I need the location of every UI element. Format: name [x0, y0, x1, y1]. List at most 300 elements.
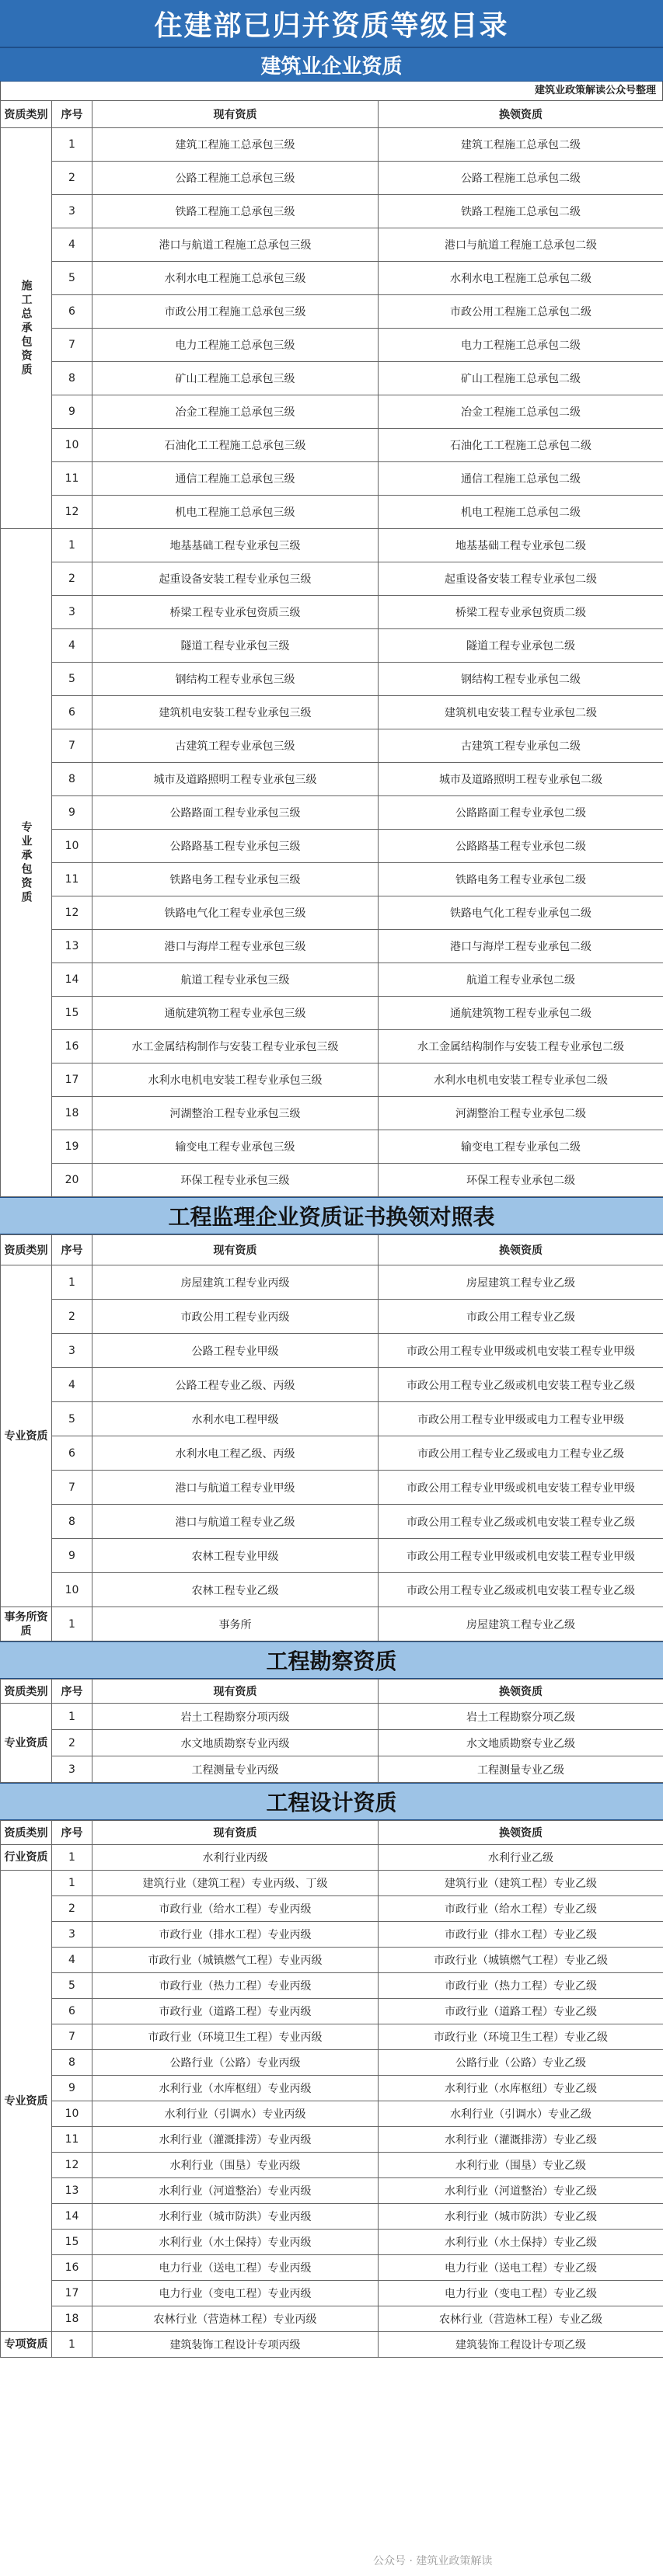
replacement-cell: 公路路基工程专业承包二级: [379, 830, 663, 863]
seq-cell: 12: [52, 896, 92, 930]
table-row: [1, 195, 663, 228]
replacement-cell: 起重设备安装工程专业承包二级: [379, 562, 663, 596]
replacement-cell: 建筑工程施工总承包二级: [379, 128, 663, 162]
table-row: [1, 162, 663, 195]
seq-cell: 15: [52, 997, 92, 1030]
header-current: 现有资质: [92, 1821, 379, 1845]
replacement-cell: 电力行业（送电工程）专业乙级: [379, 2255, 663, 2281]
table-row: [1, 696, 663, 729]
seq-cell: 16: [52, 2255, 92, 2281]
table-row: [1, 1097, 663, 1130]
table-row: [1, 1130, 663, 1164]
replacement-cell: 石油化工工程施工总承包二级: [379, 429, 663, 462]
seq-cell: 2: [52, 162, 92, 195]
table-row: [1, 1471, 663, 1505]
table-row: [1, 2255, 663, 2281]
header-seq: 序号: [52, 101, 92, 128]
table-row: [1, 329, 663, 362]
seq-cell: 12: [52, 496, 92, 529]
replacement-cell: 机电工程施工总承包二级: [379, 496, 663, 529]
header-category: 资质类别: [1, 1821, 52, 1845]
table-row: [1, 295, 663, 329]
current-cell: 市政行业（城镇燃气工程）专业丙级: [92, 1948, 379, 1973]
replacement-cell: 水利行业（水土保持）专业乙级: [379, 2230, 663, 2255]
table-row: [1, 896, 663, 930]
current-cell: 港口与航道工程专业乙级: [92, 1505, 379, 1539]
qualification-table: [0, 1679, 663, 1783]
table-row: [1, 462, 663, 496]
current-cell: 电力行业（变电工程）专业丙级: [92, 2281, 379, 2306]
replacement-cell: 水工金属结构制作与安装工程专业承包二级: [379, 1030, 663, 1063]
replacement-cell: 水利行业（灌溉排涝）专业乙级: [379, 2127, 663, 2153]
table-row: [1, 262, 663, 295]
qualification-table: [0, 100, 663, 1197]
table-row: [1, 2153, 663, 2178]
category-cell: 专业资质: [1, 1265, 52, 1607]
replacement-cell: 水利行业（水库枢纽）专业乙级: [379, 2076, 663, 2101]
table-row: [1, 629, 663, 663]
replacement-cell: 市政行业（给水工程）专业乙级: [379, 1896, 663, 1922]
header-seq: 序号: [52, 1235, 92, 1265]
replacement-cell: 市政公用工程专业甲级或机电安装工程专业甲级: [379, 1334, 663, 1368]
table-row: [1, 395, 663, 429]
table-row: [1, 796, 663, 830]
table-row: [1, 529, 663, 562]
table-header-row: [1, 1821, 663, 1845]
table-row: [1, 228, 663, 262]
table-row: [1, 2306, 663, 2332]
current-cell: 市政行业（环境卫生工程）专业丙级: [92, 2024, 379, 2050]
current-cell: 房屋建筑工程专业丙级: [92, 1265, 379, 1300]
watermark: 公众号 · 建筑业政策解读: [373, 2555, 493, 2567]
replacement-cell: 水文地质勘察专业乙级: [379, 1730, 663, 1756]
category-cell: 事务所资质: [1, 1607, 52, 1641]
header-seq: 序号: [52, 1821, 92, 1845]
replacement-cell: 市政行业（热力工程）专业乙级: [379, 1973, 663, 1999]
replacement-cell: 航道工程专业承包二级: [379, 963, 663, 997]
table-row: [1, 1368, 663, 1402]
category-cell: 专业资质: [1, 1871, 52, 2332]
replacement-cell: 公路行业（公路）专业乙级: [379, 2050, 663, 2076]
replacement-cell: 环保工程专业承包二级: [379, 1164, 663, 1197]
replacement-cell: 铁路电气化工程专业承包二级: [379, 896, 663, 930]
replacement-cell: 电力工程施工总承包二级: [379, 329, 663, 362]
current-cell: 地基基础工程专业承包三级: [92, 529, 379, 562]
section-title: 工程勘察资质: [0, 1641, 663, 1679]
replacement-cell: 房屋建筑工程专业乙级: [379, 1265, 663, 1300]
seq-cell: 6: [52, 1999, 92, 2024]
replacement-cell: 水利水电机电安装工程专业承包二级: [379, 1063, 663, 1097]
replacement-cell: 市政行业（道路工程）专业乙级: [379, 1999, 663, 2024]
table-row: [1, 2281, 663, 2306]
current-cell: 水利行业（灌溉排涝）专业丙级: [92, 2127, 379, 2153]
category-cell: 专业资质: [1, 1704, 52, 1783]
qualification-table: [0, 1234, 663, 1641]
replacement-cell: 市政公用工程专业甲级或机电安装工程专业甲级: [379, 1539, 663, 1573]
seq-cell: 20: [52, 1164, 92, 1197]
current-cell: 港口与航道工程施工总承包三级: [92, 228, 379, 262]
table-row: [1, 930, 663, 963]
current-cell: 水工金属结构制作与安装工程专业承包三级: [92, 1030, 379, 1063]
replacement-cell: 冶金工程施工总承包二级: [379, 395, 663, 429]
replacement-cell: 市政公用工程施工总承包二级: [379, 295, 663, 329]
current-cell: 水利水电工程施工总承包三级: [92, 262, 379, 295]
replacement-cell: 桥梁工程专业承包资质二级: [379, 596, 663, 629]
replacement-cell: 市政行业（城镇燃气工程）专业乙级: [379, 1948, 663, 1973]
header-replacement: 换领资质: [379, 1680, 663, 1704]
seq-cell: 5: [52, 1973, 92, 1999]
table-row: [1, 1896, 663, 1922]
seq-cell: 8: [52, 362, 92, 395]
seq-cell: 4: [52, 228, 92, 262]
table-row: [1, 1607, 663, 1641]
table-row: [1, 2204, 663, 2230]
table-row: [1, 2050, 663, 2076]
seq-cell: 4: [52, 629, 92, 663]
current-cell: 市政公用工程施工总承包三级: [92, 295, 379, 329]
replacement-cell: 建筑装饰工程设计专项乙级: [379, 2332, 663, 2358]
seq-cell: 8: [52, 2050, 92, 2076]
current-cell: 市政行业（给水工程）专业丙级: [92, 1896, 379, 1922]
current-cell: 公路路面工程专业承包三级: [92, 796, 379, 830]
replacement-cell: 水利行业（城市防洪）专业乙级: [379, 2204, 663, 2230]
current-cell: 机电工程施工总承包三级: [92, 496, 379, 529]
replacement-cell: 市政行业（排水工程）专业乙级: [379, 1922, 663, 1948]
current-cell: 铁路电务工程专业承包三级: [92, 863, 379, 896]
seq-cell: 8: [52, 763, 92, 796]
header-seq: 序号: [52, 1680, 92, 1704]
current-cell: 市政行业（排水工程）专业丙级: [92, 1922, 379, 1948]
replacement-cell: 市政公用工程专业甲级或机电安装工程专业甲级: [379, 1471, 663, 1505]
replacement-cell: 水利水电工程施工总承包二级: [379, 262, 663, 295]
current-cell: 农林行业（营造林工程）专业丙级: [92, 2306, 379, 2332]
seq-cell: 5: [52, 262, 92, 295]
current-cell: 河湖整治工程专业承包三级: [92, 1097, 379, 1130]
seq-cell: 1: [52, 1607, 92, 1641]
section-title: 工程监理企业资质证书换领对照表: [0, 1197, 663, 1234]
category-cell: 施工总承包资质: [1, 128, 52, 529]
table-row: [1, 2101, 663, 2127]
table-row: [1, 596, 663, 629]
current-cell: 水利行业（河道整治）专业丙级: [92, 2178, 379, 2204]
seq-cell: 10: [52, 830, 92, 863]
seq-cell: 6: [52, 295, 92, 329]
current-cell: 事务所: [92, 1607, 379, 1641]
seq-cell: 11: [52, 2127, 92, 2153]
seq-cell: 11: [52, 462, 92, 496]
table-row: [1, 1436, 663, 1471]
seq-cell: 1: [52, 128, 92, 162]
header-current: 现有资质: [92, 1235, 379, 1265]
replacement-cell: 建筑机电安装工程专业承包二级: [379, 696, 663, 729]
table-row: [1, 1845, 663, 1871]
current-cell: 水利水电工程乙级、丙级: [92, 1436, 379, 1471]
current-cell: 水利水电机电安装工程专业承包三级: [92, 1063, 379, 1097]
current-cell: 古建筑工程专业承包三级: [92, 729, 379, 763]
seq-cell: 1: [52, 1845, 92, 1871]
table-row: [1, 2127, 663, 2153]
current-cell: 钢结构工程专业承包三级: [92, 663, 379, 696]
replacement-cell: 水利行业（围垦）专业乙级: [379, 2153, 663, 2178]
table-row: [1, 1756, 663, 1783]
seq-cell: 3: [52, 1922, 92, 1948]
current-cell: 建筑装饰工程设计专项丙级: [92, 2332, 379, 2358]
replacement-cell: 水利行业乙级: [379, 1845, 663, 1871]
seq-cell: 10: [52, 429, 92, 462]
current-cell: 铁路工程施工总承包三级: [92, 195, 379, 228]
replacement-cell: 房屋建筑工程专业乙级: [379, 1607, 663, 1641]
current-cell: 石油化工工程施工总承包三级: [92, 429, 379, 462]
replacement-cell: 市政公用工程专业乙级或机电安装工程专业乙级: [379, 1505, 663, 1539]
replacement-cell: 市政公用工程专业乙级: [379, 1300, 663, 1334]
current-cell: 港口与航道工程专业甲级: [92, 1471, 379, 1505]
table-row: [1, 1265, 663, 1300]
seq-cell: 3: [52, 1334, 92, 1368]
seq-cell: 1: [52, 1704, 92, 1730]
category-cell: 行业资质: [1, 1845, 52, 1871]
current-cell: 市政公用工程专业丙级: [92, 1300, 379, 1334]
seq-cell: 5: [52, 1402, 92, 1436]
table-row: [1, 997, 663, 1030]
current-cell: 桥梁工程专业承包资质三级: [92, 596, 379, 629]
qualification-table: [0, 1820, 663, 2358]
current-cell: 通信工程施工总承包三级: [92, 462, 379, 496]
replacement-cell: 电力行业（变电工程）专业乙级: [379, 2281, 663, 2306]
table-row: [1, 1730, 663, 1756]
table-row: [1, 729, 663, 763]
seq-cell: 7: [52, 729, 92, 763]
current-cell: 公路工程专业甲级: [92, 1334, 379, 1368]
table-row: [1, 1164, 663, 1197]
current-cell: 公路行业（公路）专业丙级: [92, 2050, 379, 2076]
current-cell: 城市及道路照明工程专业承包三级: [92, 763, 379, 796]
current-cell: 建筑工程施工总承包三级: [92, 128, 379, 162]
category-cell: 专业承包资质: [1, 529, 52, 1197]
header-replacement: 换领资质: [379, 1821, 663, 1845]
current-cell: 环保工程专业承包三级: [92, 1164, 379, 1197]
current-cell: 电力工程施工总承包三级: [92, 329, 379, 362]
current-cell: 工程测量专业丙级: [92, 1756, 379, 1783]
seq-cell: 9: [52, 1539, 92, 1573]
replacement-cell: 通航建筑物工程专业承包二级: [379, 997, 663, 1030]
replacement-cell: 市政行业（环境卫生工程）专业乙级: [379, 2024, 663, 2050]
replacement-cell: 隧道工程专业承包二级: [379, 629, 663, 663]
table-row: [1, 1402, 663, 1436]
table-header-row: [1, 101, 663, 128]
replacement-cell: 岩土工程勘察分项乙级: [379, 1704, 663, 1730]
current-cell: 公路路基工程专业承包三级: [92, 830, 379, 863]
table-row: [1, 1948, 663, 1973]
seq-cell: 9: [52, 395, 92, 429]
header-category: 资质类别: [1, 101, 52, 128]
section-title: 工程设计资质: [0, 1783, 663, 1820]
page-title: 住建部已归并资质等级目录: [0, 0, 663, 47]
table-row: [1, 128, 663, 162]
replacement-cell: 城市及道路照明工程专业承包二级: [379, 763, 663, 796]
table-row: [1, 1999, 663, 2024]
header-category: 资质类别: [1, 1680, 52, 1704]
current-cell: 铁路电气化工程专业承包三级: [92, 896, 379, 930]
table-row: [1, 1300, 663, 1334]
seq-cell: 3: [52, 596, 92, 629]
seq-cell: 18: [52, 1097, 92, 1130]
seq-cell: 15: [52, 2230, 92, 2255]
replacement-cell: 港口与航道工程施工总承包二级: [379, 228, 663, 262]
current-cell: 输变电工程专业承包三级: [92, 1130, 379, 1164]
seq-cell: 11: [52, 863, 92, 896]
current-cell: 港口与海岸工程专业承包三级: [92, 930, 379, 963]
section-title: 建筑业企业资质: [0, 47, 663, 82]
header-current: 现有资质: [92, 101, 379, 128]
replacement-cell: 港口与海岸工程专业承包二级: [379, 930, 663, 963]
current-cell: 水文地质勘察专业丙级: [92, 1730, 379, 1756]
table-row: [1, 362, 663, 395]
seq-cell: 2: [52, 1730, 92, 1756]
current-cell: 公路工程施工总承包三级: [92, 162, 379, 195]
replacement-cell: 铁路电务工程专业承包二级: [379, 863, 663, 896]
replacement-cell: 工程测量专业乙级: [379, 1756, 663, 1783]
replacement-cell: 通信工程施工总承包二级: [379, 462, 663, 496]
replacement-cell: 公路路面工程专业承包二级: [379, 796, 663, 830]
table-row: [1, 1704, 663, 1730]
seq-cell: 16: [52, 1030, 92, 1063]
seq-cell: 5: [52, 663, 92, 696]
replacement-cell: 输变电工程专业承包二级: [379, 1130, 663, 1164]
table-row: [1, 1063, 663, 1097]
replacement-cell: 地基基础工程专业承包二级: [379, 529, 663, 562]
current-cell: 水利水电工程甲级: [92, 1402, 379, 1436]
replacement-cell: 市政公用工程专业乙级或电力工程专业乙级: [379, 1436, 663, 1471]
current-cell: 建筑机电安装工程专业承包三级: [92, 696, 379, 729]
seq-cell: 17: [52, 1063, 92, 1097]
current-cell: 航道工程专业承包三级: [92, 963, 379, 997]
replacement-cell: 铁路工程施工总承包二级: [379, 195, 663, 228]
seq-cell: 4: [52, 1368, 92, 1402]
table-row: [1, 1871, 663, 1896]
current-cell: 水利行业（围垦）专业丙级: [92, 2153, 379, 2178]
current-cell: 农林工程专业乙级: [92, 1573, 379, 1607]
replacement-cell: 水利行业（河道整治）专业乙级: [379, 2178, 663, 2204]
table-row: [1, 2178, 663, 2204]
replacement-cell: 市政公用工程专业甲级或电力工程专业甲级: [379, 1402, 663, 1436]
table-row: [1, 562, 663, 596]
category-cell: 专项资质: [1, 2332, 52, 2358]
table-row: [1, 2076, 663, 2101]
seq-cell: 7: [52, 2024, 92, 2050]
current-cell: 通航建筑物工程专业承包三级: [92, 997, 379, 1030]
header-current: 现有资质: [92, 1680, 379, 1704]
current-cell: 农林工程专业甲级: [92, 1539, 379, 1573]
replacement-cell: 建筑行业（建筑工程）专业乙级: [379, 1871, 663, 1896]
seq-cell: 19: [52, 1130, 92, 1164]
seq-cell: 6: [52, 696, 92, 729]
header-replacement: 换领资质: [379, 101, 663, 128]
source-note: 建筑业政策解读公众号整理: [0, 82, 663, 100]
replacement-cell: 河湖整治工程专业承包二级: [379, 1097, 663, 1130]
current-cell: 矿山工程施工总承包三级: [92, 362, 379, 395]
replacement-cell: 水利行业（引调水）专业乙级: [379, 2101, 663, 2127]
table-row: [1, 496, 663, 529]
table-row: [1, 663, 663, 696]
seq-cell: 3: [52, 1756, 92, 1783]
seq-cell: 18: [52, 2306, 92, 2332]
replacement-cell: 钢结构工程专业承包二级: [379, 663, 663, 696]
table-row: [1, 1030, 663, 1063]
current-cell: 岩土工程勘察分项丙级: [92, 1704, 379, 1730]
current-cell: 起重设备安装工程专业承包三级: [92, 562, 379, 596]
header-category: 资质类别: [1, 1235, 52, 1265]
seq-cell: 6: [52, 1436, 92, 1471]
seq-cell: 13: [52, 2178, 92, 2204]
seq-cell: 10: [52, 1573, 92, 1607]
seq-cell: 13: [52, 930, 92, 963]
seq-cell: 2: [52, 562, 92, 596]
table-row: [1, 1539, 663, 1573]
table-row: [1, 763, 663, 796]
table-row: [1, 863, 663, 896]
replacement-cell: 市政公用工程专业乙级或机电安装工程专业乙级: [379, 1573, 663, 1607]
seq-cell: 1: [52, 2332, 92, 2358]
current-cell: 隧道工程专业承包三级: [92, 629, 379, 663]
replacement-cell: 市政公用工程专业乙级或机电安装工程专业乙级: [379, 1368, 663, 1402]
table-row: [1, 2332, 663, 2358]
replacement-cell: 公路工程施工总承包二级: [379, 162, 663, 195]
current-cell: 市政行业（道路工程）专业丙级: [92, 1999, 379, 2024]
seq-cell: 2: [52, 1300, 92, 1334]
seq-cell: 1: [52, 1871, 92, 1896]
replacement-cell: 农林行业（营造林工程）专业乙级: [379, 2306, 663, 2332]
header-replacement: 换领资质: [379, 1235, 663, 1265]
replacement-cell: 古建筑工程专业承包二级: [379, 729, 663, 763]
current-cell: 水利行业丙级: [92, 1845, 379, 1871]
current-cell: 冶金工程施工总承包三级: [92, 395, 379, 429]
current-cell: 水利行业（水库枢纽）专业丙级: [92, 2076, 379, 2101]
table-header-row: [1, 1235, 663, 1265]
seq-cell: 14: [52, 963, 92, 997]
table-row: [1, 1973, 663, 1999]
table-row: [1, 963, 663, 997]
table-row: [1, 830, 663, 863]
replacement-cell: 矿山工程施工总承包二级: [379, 362, 663, 395]
table-row: [1, 1573, 663, 1607]
seq-cell: 1: [52, 529, 92, 562]
table-row: [1, 1922, 663, 1948]
table-header-row: [1, 1680, 663, 1704]
current-cell: 市政行业（热力工程）专业丙级: [92, 1973, 379, 1999]
current-cell: 水利行业（城市防洪）专业丙级: [92, 2204, 379, 2230]
current-cell: 水利行业（水土保持）专业丙级: [92, 2230, 379, 2255]
seq-cell: 10: [52, 2101, 92, 2127]
seq-cell: 3: [52, 195, 92, 228]
table-row: [1, 2230, 663, 2255]
seq-cell: 8: [52, 1505, 92, 1539]
seq-cell: 4: [52, 1948, 92, 1973]
seq-cell: 1: [52, 1265, 92, 1300]
seq-cell: 17: [52, 2281, 92, 2306]
seq-cell: 2: [52, 1896, 92, 1922]
sections-container: [0, 47, 663, 2358]
seq-cell: 9: [52, 796, 92, 830]
current-cell: 水利行业（引调水）专业丙级: [92, 2101, 379, 2127]
current-cell: 公路工程专业乙级、丙级: [92, 1368, 379, 1402]
current-cell: 建筑行业（建筑工程）专业丙级、丁级: [92, 1871, 379, 1896]
seq-cell: 7: [52, 329, 92, 362]
table-row: [1, 1505, 663, 1539]
seq-cell: 14: [52, 2204, 92, 2230]
table-row: [1, 2024, 663, 2050]
seq-cell: 9: [52, 2076, 92, 2101]
seq-cell: 7: [52, 1471, 92, 1505]
